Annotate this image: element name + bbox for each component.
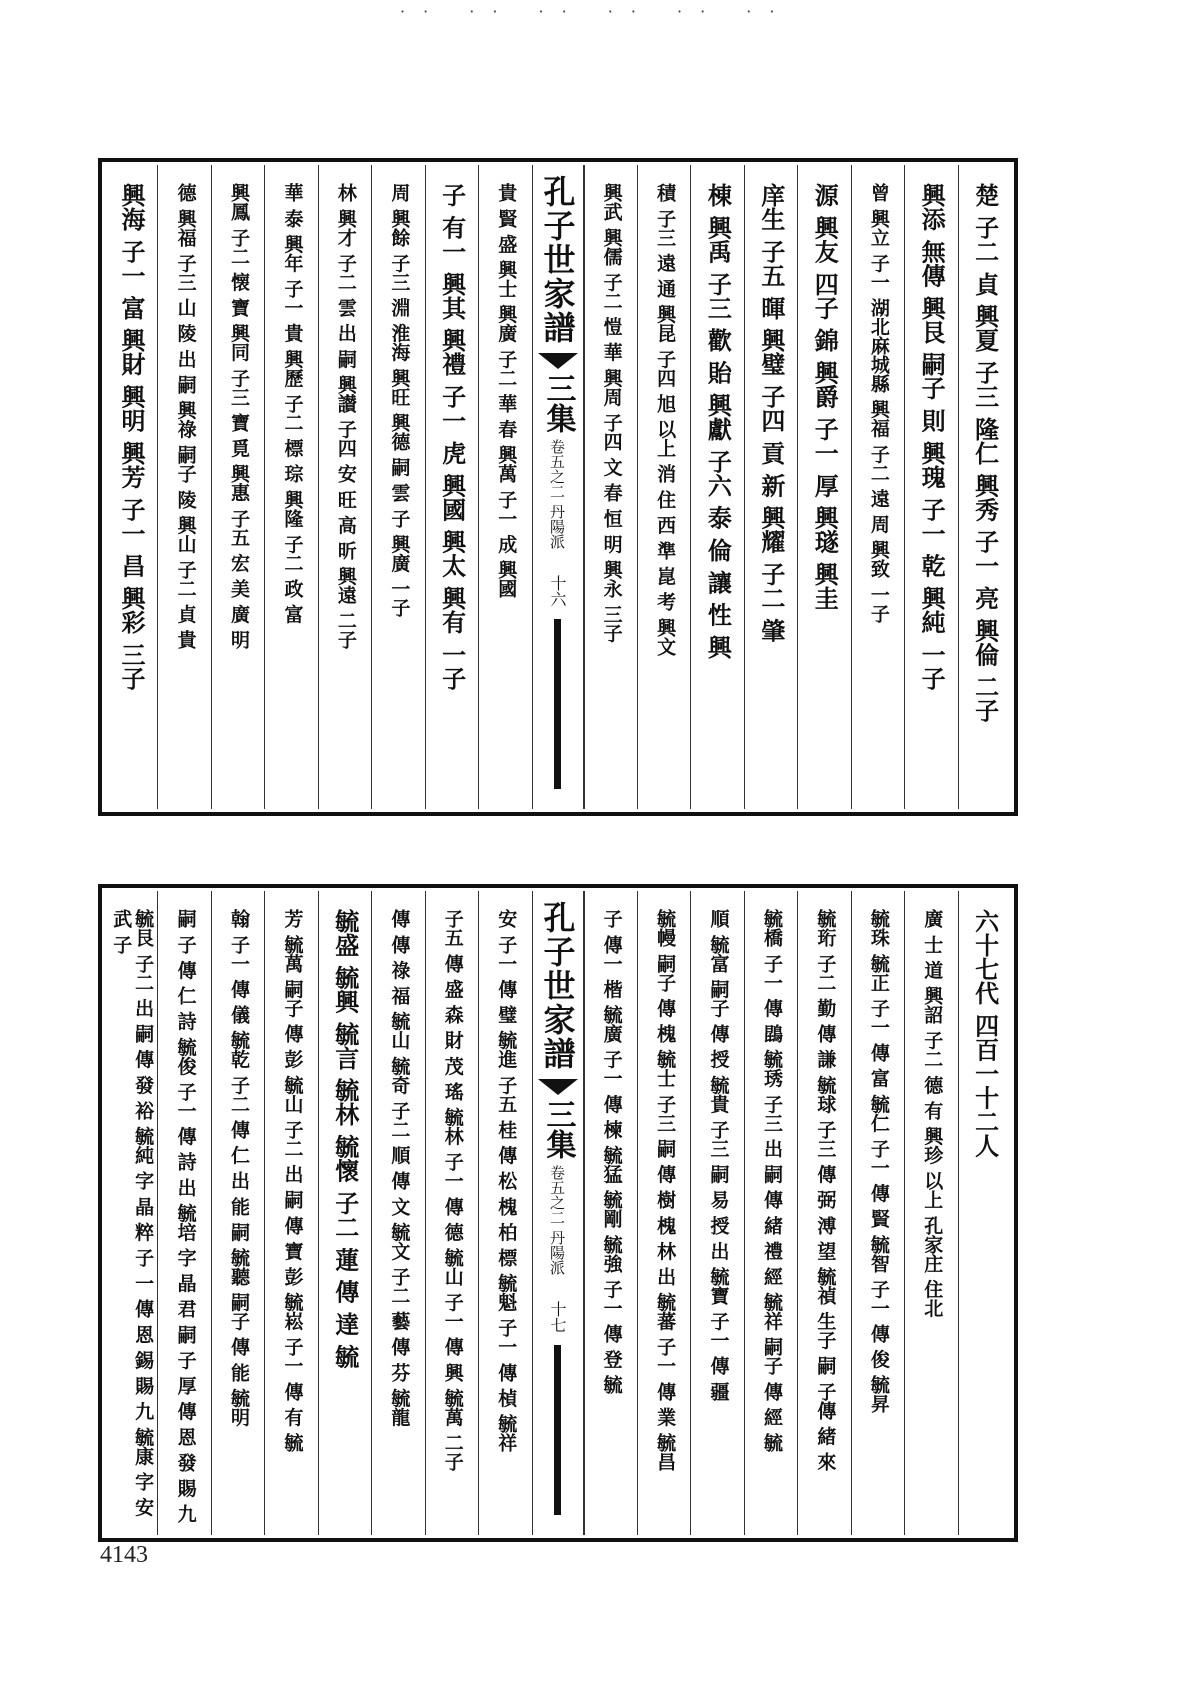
column-text: 庠生 子五 暉 興璧 子四 貢 新 興耀 子二 肇 [756, 183, 786, 643]
folio-number: 十六 [548, 574, 567, 607]
column-text: 翰 子一 傳 儀 毓乾 子二 傳 仁 出 能 嗣 毓聽 嗣子 傳 能 毓明 [228, 909, 251, 1427]
page-number: 4143 [100, 1542, 148, 1568]
genealogy-column [797, 165, 850, 809]
top-margin-mark: ·· ·· ·· ·· ·· ·· [400, 2, 793, 21]
fishtail-mark-icon [538, 353, 578, 369]
genealogy-column [744, 165, 797, 809]
genealogy-column [958, 165, 1011, 809]
collection-label: 三集 [540, 1099, 576, 1159]
column-text: 源 興友 四子 錦 興爵 子一 厚 興璲 興圭 [810, 183, 840, 610]
column-text: 周 興餘 子三 淵 淮海 興旺 興德 嗣 雲 子 興廣 一子 [388, 183, 411, 617]
genealogy-column [690, 165, 743, 809]
column-text: 子 有一 興其 興禮 子一 虎 興國 興太 興有 一子 [437, 183, 467, 691]
column-text: 嗣 子 傳 仁 詩 毓俊 子一 傳 詩 出 毓培 字 晶 君 嗣 子 厚 傳 恩 發 賜 九 [174, 909, 197, 1523]
column-text: 林 興才 子二 雲 出 嗣 興讃 子四 安 旺 高 昕 興遠 二子 [334, 183, 357, 649]
column-text: 廣 士 道 興詔 子二 德 有 興珍 以上 孔家庄 住北 [921, 909, 944, 1318]
column-text: 六十七代 四百一十二人 [970, 909, 1000, 1158]
collection-label: 三集 [540, 373, 576, 433]
column-text: 楚 子二 貞 興夏 子三 隆仁 興秀 子一 亮 興倫 二子 [970, 183, 1000, 723]
genealogy-column [264, 891, 317, 1535]
column-text: 子 傳一 楷 毓廣 子一 傳 楝 毓猛 毓剛 毓強 子一 傳 登 毓 [600, 909, 623, 1394]
genealogy-column [690, 891, 743, 1535]
column-text: 興武 興儒 子二 愷 華 興周 子四 文 春 恒 明 興永 三子 [600, 183, 623, 643]
genealogy-column [851, 891, 904, 1535]
column-text: 傳 傳 祿 福 毓山 毓奇 子二 順 傳 文 毓文 子二 藝 傳 芬 毓龍 [388, 909, 411, 1427]
genealogy-column [157, 165, 210, 809]
column-text: 興海 子一 富 興財 興明 興芳 子一 昌 興彩 三子 [117, 183, 147, 691]
column-text: 毓珩 子二 勤 傳 謙 毓球 子三 傳 弼 溥 望 毓禎 生子 嗣 子傳 緒 來 [814, 909, 837, 1471]
folio-number: 十七 [548, 1300, 567, 1333]
genealogy-column [637, 891, 690, 1535]
genealogy-column [958, 891, 1011, 1535]
column-text: 貴 賢 盛 興士 興廣 子二 華 春 興萬 子一 成 興國 [495, 183, 518, 598]
top-columns [105, 165, 1011, 809]
fold-bar [554, 619, 561, 789]
genealogy-column [371, 165, 424, 809]
column-text: 積 子三 遠 通 興昆 子四 旭 以上 消 住 西 準 崑 考 興文 [654, 183, 677, 656]
genealogy-column [105, 165, 157, 809]
book-title: 孔子世家譜 [538, 901, 577, 1071]
genealogy-column [425, 165, 478, 809]
column-text: 毓盛 毓興 毓言 毓林 毓懷 子二 蓮 傳 達 毓 [330, 909, 360, 1369]
volume-label: 卷五之二 丹陽派 [548, 1165, 566, 1275]
genealogy-column [318, 165, 371, 809]
genealogy-column [478, 891, 531, 1535]
column-text: 毓艮 子二 出 嗣 傳 發 裕 毓純 字 晶 粹 子 一 傳 恩 錫 賜 九 毓康 字 安 武 子 [110, 909, 155, 1517]
center-fold-column [532, 165, 584, 809]
genealogy-column [371, 891, 424, 1535]
genealogy-column [797, 891, 850, 1535]
genealogy-column [904, 165, 957, 809]
center-fold-column [532, 891, 584, 1535]
genealogy-column [478, 165, 531, 809]
column-text: 興鳳 子二 懐 寶 興同 子三 寶 覓 興惠 子五 宏 美 廣 明 [228, 183, 251, 649]
bottom-genealogy-panel [98, 884, 1018, 1542]
volume-label: 卷五之二 丹陽派 [548, 439, 566, 549]
fishtail-mark-icon [538, 1079, 578, 1095]
column-text: 毓珠 毓正 子一 傳 富 毓仁 子一 傳 賢 毓智 子一 傳 俊 毓昇 [867, 909, 890, 1413]
genealogy-column [264, 165, 317, 809]
genealogy-column [584, 165, 637, 809]
top-genealogy-panel [98, 158, 1018, 816]
column-text: 德 興福 子三 山 陵 出 嗣 興祿 嗣子 陵 興山 子二 貞 貴 [174, 183, 197, 649]
column-text: 興添 無傳 興艮 嗣子 則 興瑰 子一 乾 興純 一子 [917, 183, 947, 691]
genealogy-column [211, 165, 264, 809]
genealogy-column [851, 165, 904, 809]
column-text: 安 子一 傳 璧 毓進 子五 桂 傳 松 槐 柏 標 毓魁 子一 傳 楨 毓祥 [495, 909, 518, 1452]
book-title: 孔子世家譜 [538, 175, 577, 345]
column-text: 華 泰 興年 子一 貴 興歷 子二 標 琮 興隆 子二 政 富 [281, 183, 304, 624]
column-text: 棟 興禹 子三 歡 貽 興獻 子六 泰 倫 讓 性 興 [703, 183, 733, 659]
fold-bar [554, 1345, 561, 1515]
genealogy-column [157, 891, 210, 1535]
genealogy-column [904, 891, 957, 1535]
genealogy-column [637, 165, 690, 809]
genealogy-column [211, 891, 264, 1535]
column-text: 芳 毓萬 嗣子 傳 彭 毓山 子二 出 嗣 傳 寶 彭 毓崧 子一 傳 有 毓 [281, 909, 304, 1452]
column-text: 曾 興立 子一 湖北麻城縣 興福 子二 遠 周 興致 一子 [867, 183, 890, 623]
genealogy-column [584, 891, 637, 1535]
column-text: 子五 傳 盛 森 財 茂 瑤 毓林 子一 傳 德 毓山 子一 傳 興 毓萬 二子 [441, 909, 464, 1471]
column-text: 毓幔 嗣子 傳 槐 毓士 子三 嗣 傳 樹 槐 林 出 毓蕃 子一 傳 業 毓昌 [654, 909, 677, 1471]
bottom-columns [105, 891, 1011, 1535]
genealogy-column [105, 891, 157, 1535]
genealogy-column [425, 891, 478, 1535]
column-text: 毓橋 子一 傳 鵾 毓琇 子三 出 嗣 傳 緒 禮 經 毓祥 嗣子 傳 經 毓 [760, 909, 783, 1452]
column-text: 順 毓富 嗣子 傳 授 毓貴 子三 嗣 易 授 出 毓寶 子一 傳 疆 [707, 909, 730, 1401]
genealogy-column [744, 891, 797, 1535]
genealogy-column [318, 891, 371, 1535]
